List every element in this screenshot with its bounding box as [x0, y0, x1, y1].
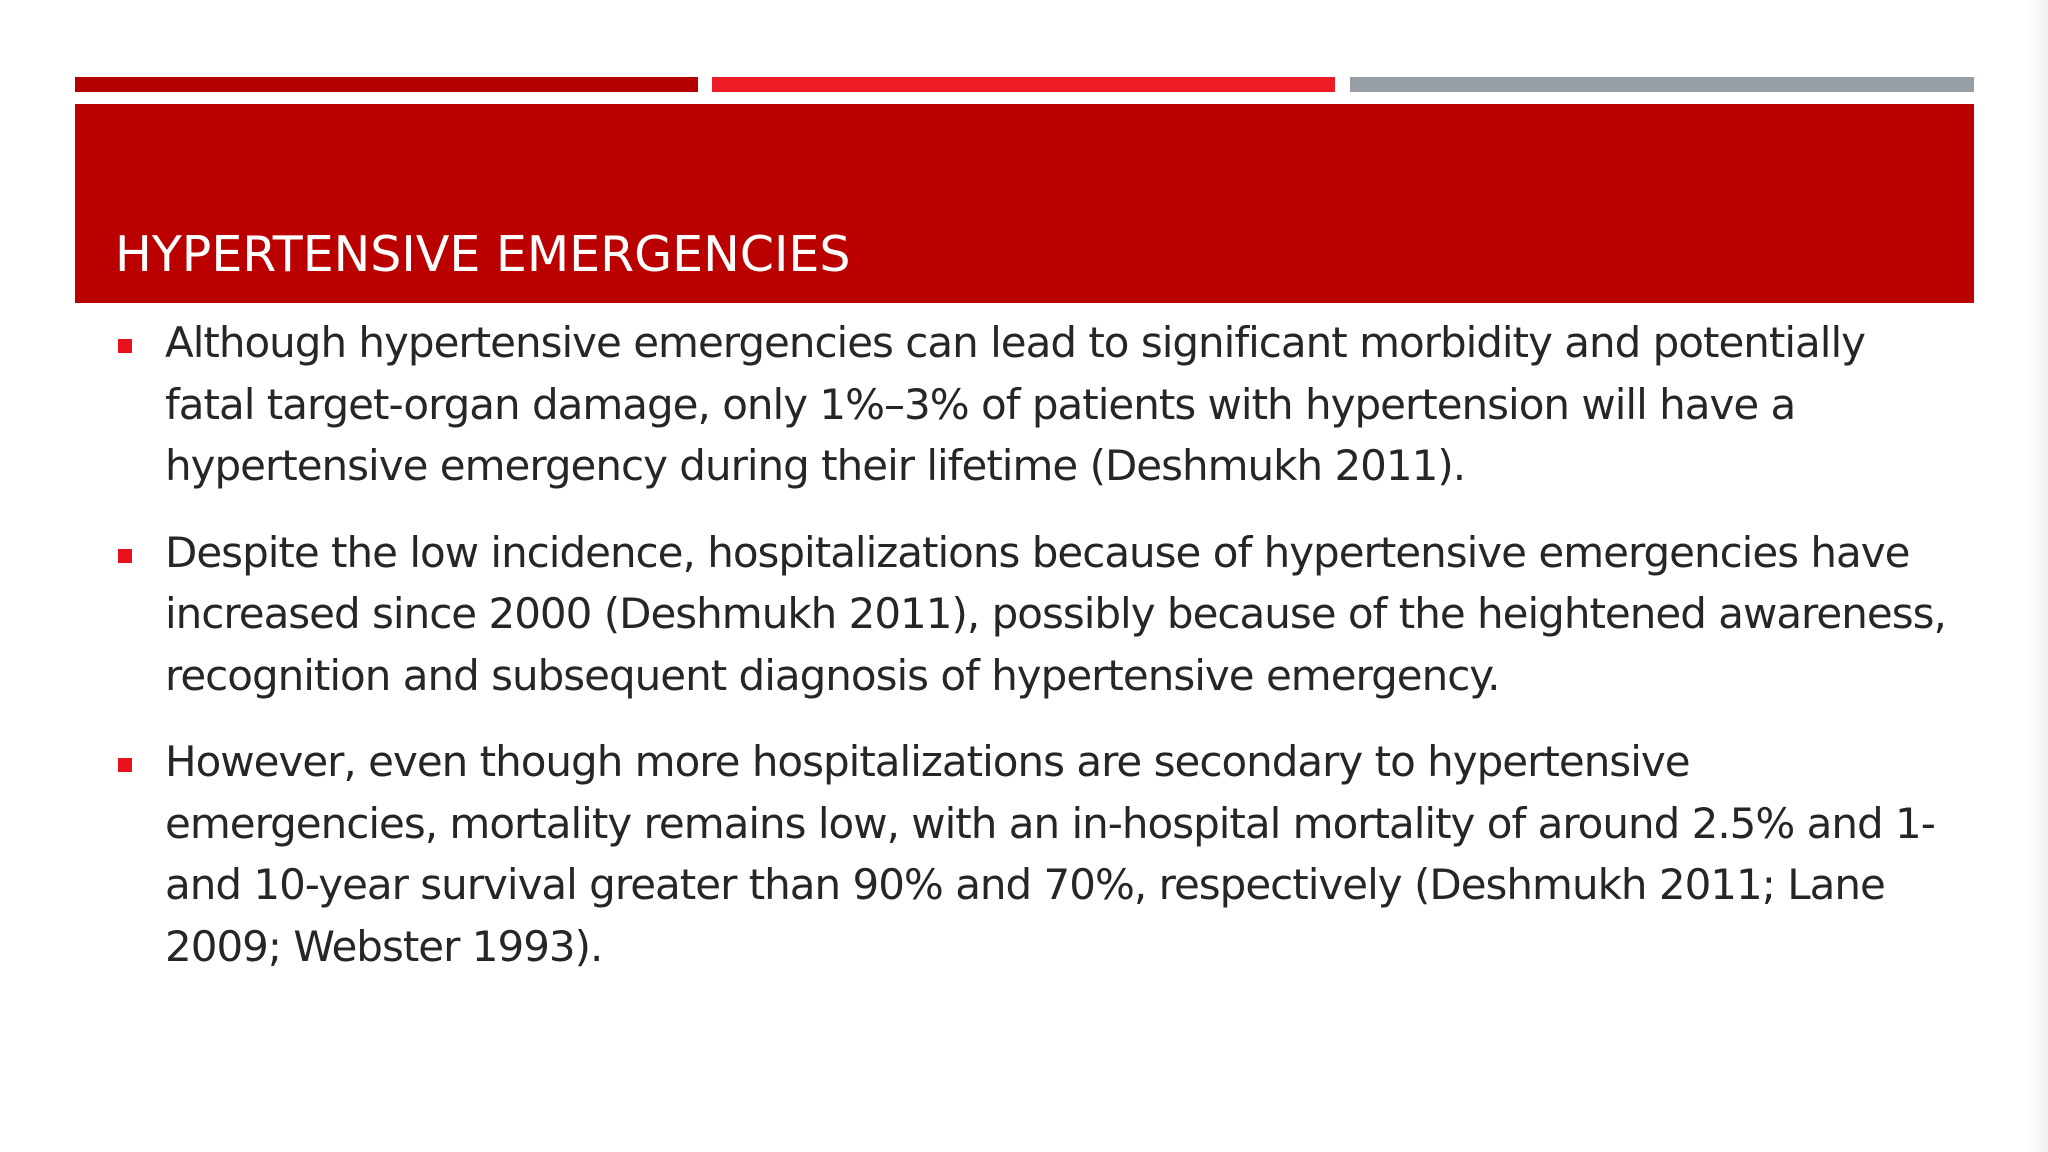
bullet-item — [118, 522, 1948, 707]
bullet-text: Although hypertensive emergencies can lead to significant morbidity and potentially fatal target-organ damage, only 1%–3% of patients with hypertension will have a hypertensive emergency during their lifetime (Deshmukh 2011). — [165, 318, 1865, 490]
square-bullet-icon — [118, 758, 132, 772]
slide-title: HYPERTENSIVE EMERGENCIES — [115, 226, 851, 283]
square-bullet-icon — [118, 339, 132, 353]
bullet-list — [118, 312, 1948, 1002]
square-bullet-icon — [118, 549, 132, 563]
bullet-item — [118, 731, 1948, 977]
bullet-text: Despite the low incidence, hospitalizations because of hypertensive emergencies have increased since 2000 (Deshmukh 2011), possibly because of the heightened awareness, recognition and subsequent diagnosis of hypertensive emergency. — [165, 527, 1946, 700]
title-band — [75, 104, 1974, 303]
bullet-text: However, even though more hospitalizations are secondary to hypertensive emergencies, mortality remains low, with an in-hospital mortality of around 2.5% and 1- and 10-year survival greater than 90% and 70%, respectively (Deshmukh 2011; Lane 2009; Webster 1993). — [165, 737, 1935, 971]
accent-bar-dark-red — [75, 77, 698, 92]
accent-bar-gray — [1350, 77, 1974, 92]
bullet-item — [118, 312, 1948, 497]
accent-bar-bright-red — [712, 77, 1335, 92]
page-edge-shadow — [2026, 0, 2048, 1152]
